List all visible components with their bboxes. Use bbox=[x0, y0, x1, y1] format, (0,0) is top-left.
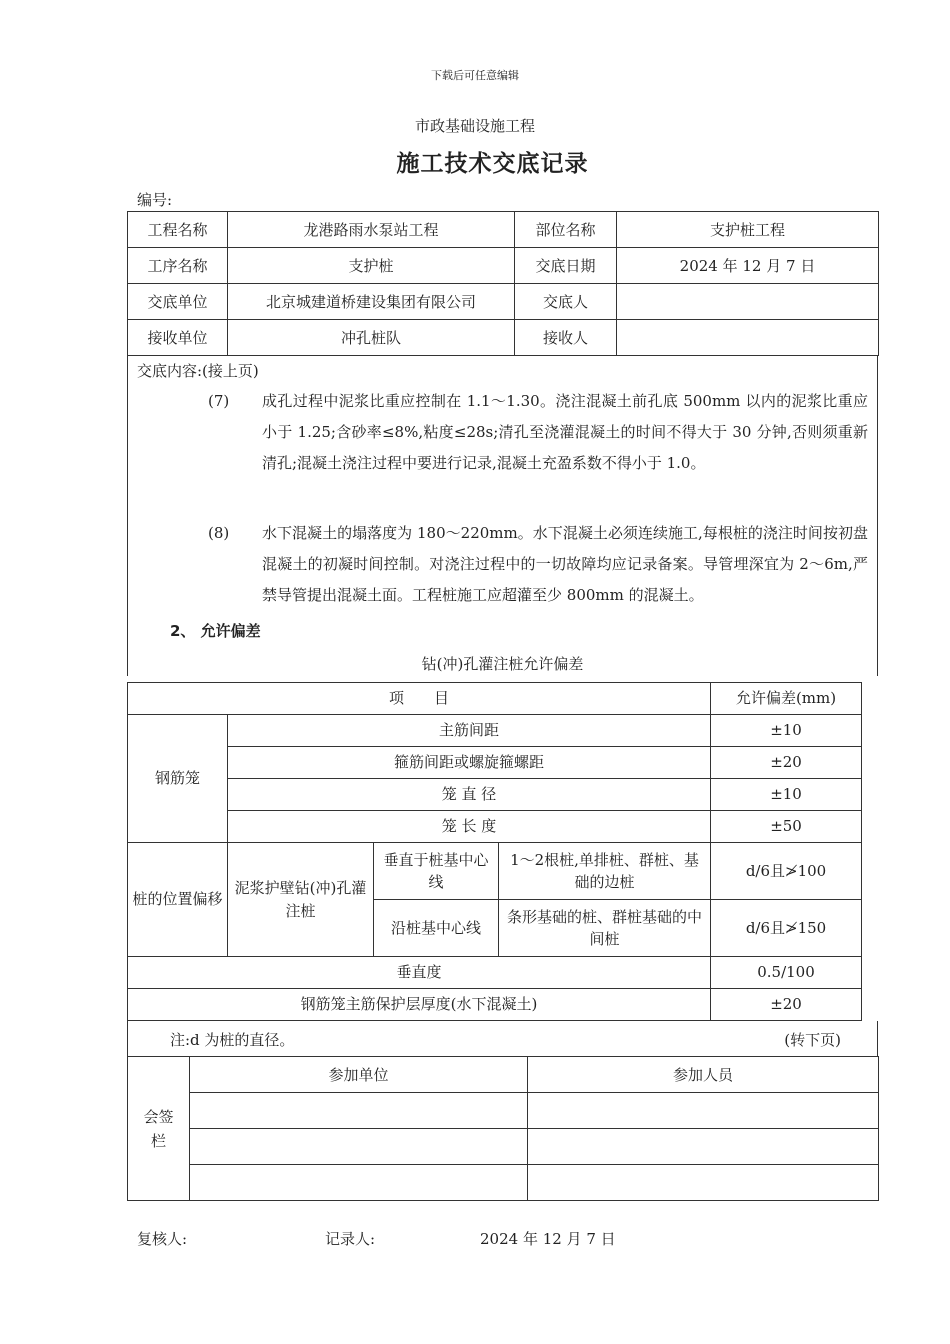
pile-value: d/6且≯100 bbox=[711, 843, 862, 900]
pile-type: 泥浆护壁钻(冲)孔灌注桩 bbox=[228, 843, 374, 957]
table-row bbox=[128, 715, 862, 747]
table-row bbox=[128, 248, 879, 284]
header-note: 下载后可任意编辑 bbox=[431, 69, 519, 82]
sign-person-cell[interactable] bbox=[528, 1093, 879, 1129]
item-number: (7) bbox=[208, 392, 230, 410]
unit-label: 交底单位 bbox=[128, 284, 228, 320]
table-row bbox=[128, 1093, 879, 1129]
person-value bbox=[617, 284, 879, 320]
table-row bbox=[128, 989, 862, 1021]
cage-value: ±10 bbox=[711, 779, 862, 811]
pile-direction: 垂直于桩基中心线 bbox=[374, 843, 499, 900]
document-subtitle: 市政基础设施工程 bbox=[414, 117, 535, 135]
cage-label: 钢筋笼 bbox=[128, 715, 228, 843]
table-row bbox=[128, 284, 879, 320]
reviewer-label: 复核人: bbox=[137, 1230, 188, 1248]
info-table bbox=[127, 211, 879, 356]
receiver-unit-label: 接收单位 bbox=[128, 320, 228, 356]
sign-label: 会签栏 bbox=[128, 1057, 190, 1201]
table-row bbox=[128, 320, 879, 356]
part-name-value: 支护桩工程 bbox=[617, 212, 879, 248]
number-label: 编号: bbox=[137, 191, 173, 209]
header-value: 允许偏差(mm) bbox=[711, 683, 862, 715]
sign-unit-cell[interactable] bbox=[190, 1129, 528, 1165]
header-item: 项 目 bbox=[128, 683, 711, 715]
table-row bbox=[128, 843, 862, 900]
part-name-label: 部位名称 bbox=[515, 212, 617, 248]
table-row bbox=[128, 811, 862, 843]
receiver-value bbox=[617, 320, 879, 356]
person-label: 交底人 bbox=[515, 284, 617, 320]
date-value: 2024 年 12 月 7 日 bbox=[617, 248, 879, 284]
sign-table bbox=[127, 1056, 879, 1201]
pile-direction: 沿桩基中心线 bbox=[374, 900, 499, 957]
recorder-label: 记录人: bbox=[325, 1230, 376, 1248]
receiver-label: 接收人 bbox=[515, 320, 617, 356]
note-section bbox=[127, 1021, 878, 1056]
content-section bbox=[127, 356, 878, 676]
footer-date: 2024 年 12 月 7 日 bbox=[480, 1230, 616, 1248]
cage-item: 箍筋间距或螺旋箍螺距 bbox=[228, 747, 711, 779]
process-label: 工序名称 bbox=[128, 248, 228, 284]
sign-unit-header: 参加单位 bbox=[190, 1057, 528, 1093]
deviation-table bbox=[127, 682, 862, 1021]
date-label: 交底日期 bbox=[515, 248, 617, 284]
table-row bbox=[128, 212, 879, 248]
table-row bbox=[128, 1057, 879, 1093]
item-number: (8) bbox=[208, 524, 230, 542]
pile-desc: 条形基础的桩、群桩基础的中间桩 bbox=[499, 900, 711, 957]
cage-value: ±50 bbox=[711, 811, 862, 843]
sign-unit-cell[interactable] bbox=[190, 1165, 528, 1201]
table-row bbox=[128, 1165, 879, 1201]
cover-label: 钢筋笼主筋保护层厚度(水下混凝土) bbox=[128, 989, 711, 1021]
item-text: 水下混凝土的塌落度为 180～220mm。水下混凝土必须连续施工,每根桩的浇注时间按初盘混凝土的初凝时间控制。对浇注过程中的一切故障均应记录备案。导管埋深宜为 2～6m,严禁导管提出混凝土面。工程桩施工应超灌至少 800mm 的混凝土。 bbox=[262, 524, 868, 604]
vertical-label: 垂直度 bbox=[128, 957, 711, 989]
receiver-unit-value: 冲孔桩队 bbox=[228, 320, 515, 356]
process-value: 支护桩 bbox=[228, 248, 515, 284]
sign-person-cell[interactable] bbox=[528, 1129, 879, 1165]
table-row bbox=[128, 683, 862, 715]
content-item bbox=[208, 518, 868, 611]
sign-person-cell[interactable] bbox=[528, 1165, 879, 1201]
cage-value: ±20 bbox=[711, 747, 862, 779]
table-row bbox=[128, 747, 862, 779]
project-name-value: 龙港路雨水泵站工程 bbox=[228, 212, 515, 248]
vertical-value: 0.5/100 bbox=[711, 957, 862, 989]
deviation-table-title: 钻(冲)孔灌注桩允许偏差 bbox=[421, 655, 584, 673]
item-text: 成孔过程中泥浆比重应控制在 1.1～1.30。浇注混凝土前孔底 500mm 以内的泥浆比重应小于 1.25;含砂率≤8%,粘度≤28s;清孔至浇灌混凝土的时间不得大于 30 分钟,否则须重新清孔;混凝土浇注过程中要进行记录,混凝土充盈系数不得小于 1.0。 bbox=[262, 392, 868, 472]
table-row bbox=[128, 1129, 879, 1165]
cage-value: ±10 bbox=[711, 715, 862, 747]
table-row bbox=[128, 779, 862, 811]
document-title: 施工技术交底记录 bbox=[396, 150, 589, 177]
cage-item: 笼 长 度 bbox=[228, 811, 711, 843]
pile-label: 桩的位置偏移 bbox=[128, 843, 228, 957]
pile-desc: 1～2根桩,单排桩、群桩、基础的边桩 bbox=[499, 843, 711, 900]
content-label: 交底内容:(接上页) bbox=[137, 362, 259, 380]
continued-text: (转下页) bbox=[784, 1031, 841, 1049]
note-text: 注:d 为桩的直径。 bbox=[170, 1031, 295, 1049]
pile-value: d/6且≯150 bbox=[711, 900, 862, 957]
table-row bbox=[128, 957, 862, 989]
cover-value: ±20 bbox=[711, 989, 862, 1021]
sign-person-header: 参加人员 bbox=[528, 1057, 879, 1093]
cage-item: 主筋间距 bbox=[228, 715, 711, 747]
section-heading: 2、 允许偏差 bbox=[170, 622, 261, 640]
unit-value: 北京城建道桥建设集团有限公司 bbox=[228, 284, 515, 320]
cage-item: 笼 直 径 bbox=[228, 779, 711, 811]
project-name-label: 工程名称 bbox=[128, 212, 228, 248]
content-item bbox=[208, 386, 868, 479]
sign-unit-cell[interactable] bbox=[190, 1093, 528, 1129]
